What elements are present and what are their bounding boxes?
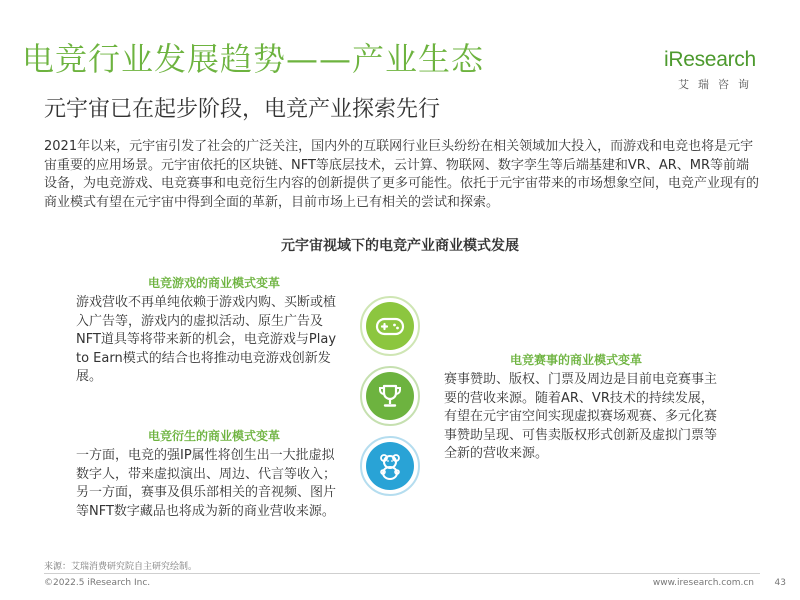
footer-divider <box>44 573 760 574</box>
page-number: 43 <box>774 578 786 588</box>
logo-wordmark: iResearch <box>664 48 756 71</box>
derivatives-circle-fill <box>366 442 414 490</box>
games-block-body: 游戏营收不再单纯依赖于游戏内购、买断或植入广告等，游戏内的虚拟活动、原生广告及NFT道具等将带来新的机会，电竞游戏与Play to Earn模式的结合也将推动电竞游戏创新发展。 <box>76 295 337 384</box>
page-subtitle: 元宇宙已在起步阶段，电竞产业探索先行 <box>44 97 441 122</box>
page-title: 电竞行业发展趋势——产业生态 <box>22 40 485 78</box>
events-block-body: 赛事赞助、版权、门票及周边是目前电竞赛事主要的营收来源。随着AR、VR技术的持续发展，有望在元宇宙空间实现虚拟赛场观赛、多元化赛事赞助呈现、可售卖版权形式创新及虚拟门票等全新的营收来源。 <box>444 372 718 461</box>
games-circle-fill <box>366 302 414 350</box>
website-link[interactable]: www.iresearch.com.cn <box>652 578 754 588</box>
teddy-bear-icon <box>374 450 406 482</box>
events-block-title: 电竞赛事的商业模式变革 <box>510 353 643 367</box>
derivatives-block-title: 电竞衍生的商业模式变革 <box>148 429 281 443</box>
games-block-title: 电竞游戏的商业模式变革 <box>148 276 281 290</box>
copyright: ©2022.5 iResearch Inc. <box>44 578 151 588</box>
trophy-icon <box>374 380 406 412</box>
source-note: 来源：艾瑞消费研究院自主研究绘制。 <box>44 562 198 572</box>
iresearch-logo <box>664 48 760 98</box>
games-circle <box>360 296 420 356</box>
events-circle-fill <box>366 372 414 420</box>
logo-subtitle: 艾瑞咨询 <box>678 78 758 91</box>
section-heading: 元宇宙视域下的电竞产业商业模式发展 <box>281 238 519 254</box>
derivatives-block-body: 一方面，电竞的强IP属性将创生出一大批虚拟数字人，带来虚拟演出、周边、代言等收入；另一方面，赛事及俱乐部相关的音视频、图片等NFT数字藏品也将成为新的商业营收来源。 <box>76 448 337 519</box>
derivatives-circle <box>360 436 420 496</box>
intro-paragraph: 2021年以来，元宇宙引发了社会的广泛关注，国内外的互联网行业巨头纷纷在相关领域加大投入，而游戏和电竞也将是元宇宙重要的应用场景。元宇宙依托的区块链、NFT等底层技术，云计算、物联网、数字孪生等后端基建和VR、AR、MR等前端设备，为电竞游戏、电竞赛事和电竞衍生内容的创新提供了更多可能性。依托于元宇宙带来的市场想象空间，电竞产业现有的商业模式有望在元宇宙中得到全面的革新，目前市场上已有相关的尝试和探索。 <box>44 139 760 210</box>
events-circle <box>360 366 420 426</box>
gamepad-icon <box>374 310 406 342</box>
